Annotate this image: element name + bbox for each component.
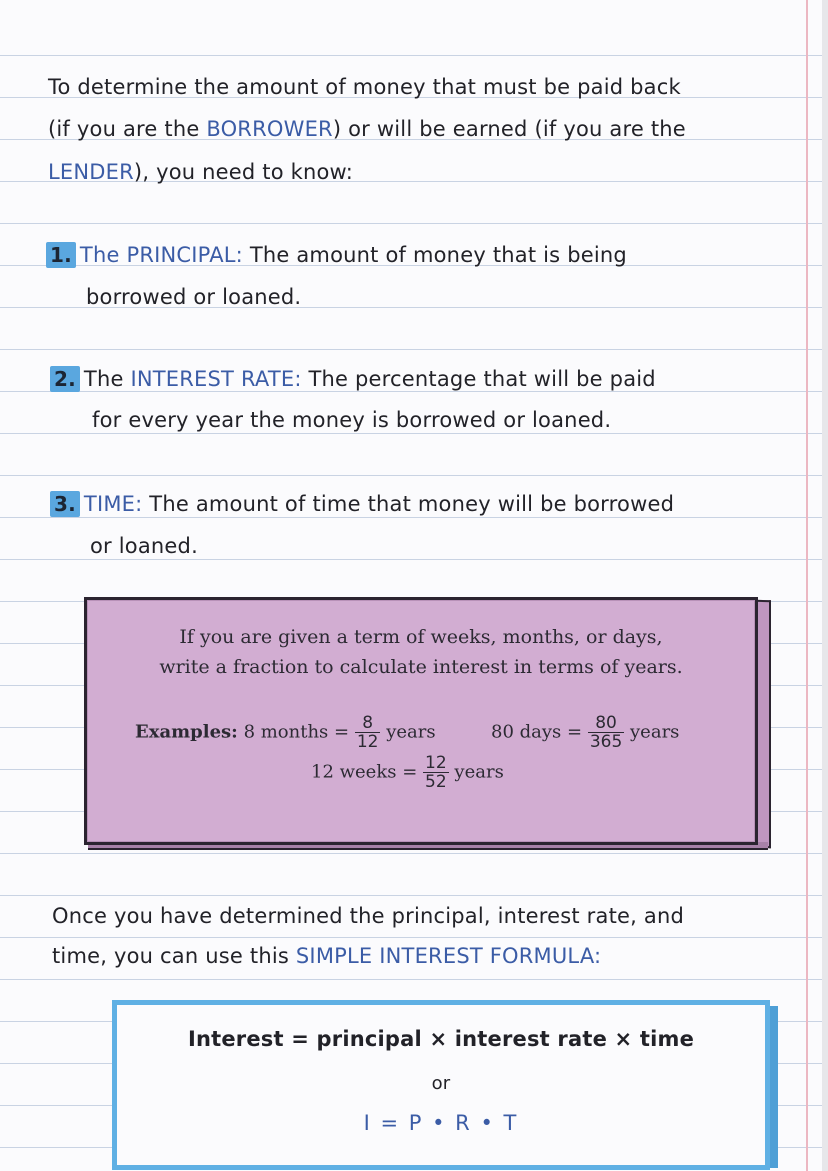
outro-text: time, you can use this: [52, 944, 296, 968]
item-1-line-1: [46, 242, 627, 268]
item-text: The amount of time that money will be borrowed: [149, 492, 675, 516]
callout-line-1: If you are given a term of weeks, months, or days,: [179, 626, 663, 648]
item-3-line-2: or loaned.: [90, 534, 198, 558]
item-3-line-1: [50, 491, 674, 517]
example-months-left: 8 months =: [243, 721, 350, 743]
item-text: The amount of money that is being: [249, 243, 627, 267]
example-days: [491, 714, 679, 751]
denominator: 12: [356, 732, 379, 752]
item-1-line-2: borrowed or loaned.: [86, 285, 302, 309]
fraction-12-52: [423, 754, 449, 791]
numerator: 8: [355, 714, 381, 733]
item-number-badge: 1.: [46, 242, 76, 268]
intro-line-2: [48, 117, 686, 141]
callout-line-2: write a fraction to calculate interest in terms of years.: [159, 656, 683, 678]
unit-years: years: [454, 761, 504, 783]
example-weeks-left: 12 weeks =: [311, 761, 418, 783]
principal-term: The PRINCIPAL:: [79, 243, 243, 267]
simple-interest-formula-term: SIMPLE INTEREST FORMULA:: [295, 944, 602, 968]
formula-symbols: I = P • R • T: [363, 1111, 519, 1135]
intro-text: ) or will be earned (if you are the: [332, 117, 686, 141]
callout-box: [84, 597, 758, 845]
page-edge: [822, 0, 828, 1171]
unit-years: years: [630, 721, 680, 743]
item-text: The: [83, 367, 131, 391]
example-weeks: [311, 754, 504, 791]
intro-line-1: To determine the amount of money that must be paid back: [48, 75, 681, 99]
fraction-80-365: [588, 714, 624, 751]
formula-box: [112, 1000, 770, 1170]
example-days-left: 80 days =: [491, 721, 583, 743]
formula-words: Interest = principal × interest rate × time: [187, 1027, 695, 1051]
formula-or: or: [431, 1073, 451, 1094]
intro-text: ), you need to know:: [133, 160, 354, 184]
outro-line-1: Once you have determined the principal, interest rate, and: [52, 904, 685, 928]
unit-years: years: [386, 721, 436, 743]
denominator: 52: [425, 772, 447, 792]
item-2-line-1: [50, 366, 656, 392]
numerator: 12: [425, 753, 447, 773]
examples-label: Examples:: [135, 721, 238, 743]
formula-box-3d-side: [770, 1006, 778, 1168]
item-number-badge: 3.: [50, 491, 80, 517]
time-term: TIME:: [83, 492, 143, 516]
fraction-8-12: [355, 714, 381, 751]
example-months: [135, 714, 436, 751]
item-2-line-2: for every year the money is borrowed or loaned.: [92, 408, 612, 432]
interest-rate-term: INTEREST RATE:: [130, 367, 302, 391]
borrower-term: BORROWER: [206, 117, 333, 141]
item-text: The percentage that will be paid: [308, 367, 656, 391]
margin-line: [806, 0, 808, 1171]
lender-term: LENDER: [48, 160, 134, 184]
intro-text: (if you are the: [48, 117, 207, 141]
outro-line-2: [52, 944, 601, 968]
item-number-badge: 2.: [50, 366, 80, 392]
numerator: 80: [588, 714, 624, 733]
intro-line-3: [48, 160, 353, 184]
denominator: 365: [589, 732, 623, 752]
